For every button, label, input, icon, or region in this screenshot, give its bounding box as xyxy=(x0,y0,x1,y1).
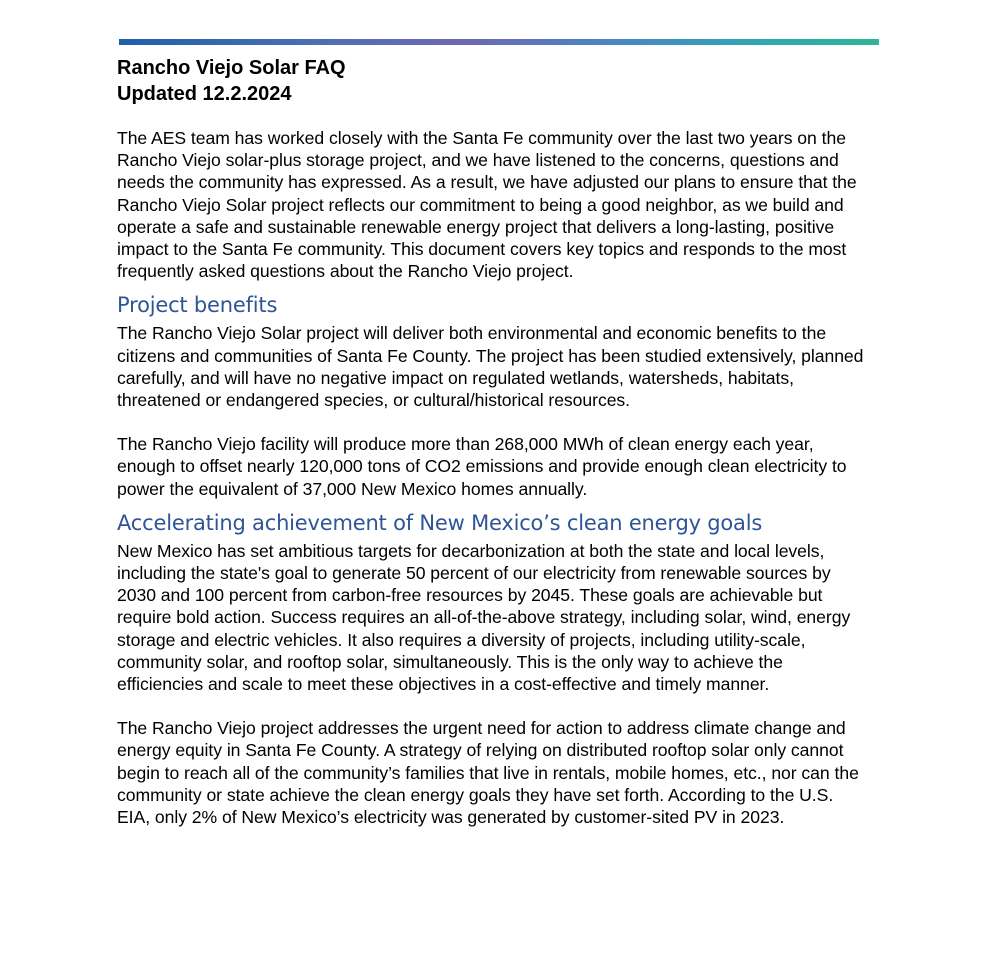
intro-paragraph: The AES team has worked closely with the Santa Fe community over the last two years on the Rancho Viejo solar-plus storage project, and we have listened to the concerns, questions and needs the community has expressed. As a result, we have adjusted our plans to ensure that the Rancho Viejo Solar project reflects our commitment to being a good neighbor, as we build and operate a safe and sustainable renewable energy project that delivers a long-lasting, positive impact to the Santa Fe community. This document covers key topics and responds to the most frequently asked questions about the Rancho Viejo project. xyxy=(117,128,857,282)
section-project-benefits xyxy=(117,292,869,499)
paragraph-goals-urgency: The Rancho Viejo project addresses the urgent need for action to address climate change and energy equity in Santa Fe County. A strategy of relying on distributed rooftop solar only cannot begin to reach all of the community’s families that live in rentals, mobile homes, etc., nor can the community or state achieve the clean energy goals they have set forth. According to the U.S. EIA, only 2% of New Mexico’s electricity was generated by customer-sited PV in 2023. xyxy=(117,718,859,828)
section-clean-energy-goals xyxy=(117,510,869,828)
header-gradient-rule xyxy=(119,39,879,45)
document-title-block xyxy=(117,55,869,107)
document-updated-date: Updated 12.2.2024 xyxy=(117,83,292,105)
section-heading-clean-energy-goals: Accelerating achievement of New Mexico’s clean energy goals xyxy=(117,510,763,535)
paragraph-benefits-output: The Rancho Viejo facility will produce more than 268,000 MWh of clean energy each year, enough to offset nearly 120,000 tons of CO2 emissions and provide enough clean electricity to power the equivalent of 37,000 New Mexico homes annually. xyxy=(117,434,847,499)
section-heading-project-benefits: Project benefits xyxy=(117,293,278,318)
paragraph-goals-targets: New Mexico has set ambitious targets for decarbonization at both the state and local levels, including the state's goal to generate 50 percent of our electricity from renewable sources by 2030 and 100 percent from carbon-free resources by 2045. These goals are achievable but require bold action. Success requires an all-of-the-above strategy, including solar, wind, energy storage and electric vehicles. It also requires a diversity of projects, including utility-scale, community solar, and rooftop solar, simultaneously. This is the only way to achieve the efficiencies and scale to meet these objectives in a cost-effective and timely manner. xyxy=(117,540,851,695)
paragraph-benefits-overview: The Rancho Viejo Solar project will deliver both environmental and economic benefits to the citizens and communities of Santa Fe County. The project has been studied extensively, planned carefully, and will have no negative impact on regulated wetlands, watersheds, habitats, threatened or endangered species, or cultural/historical resources. xyxy=(117,323,864,411)
document-title: Rancho Viejo Solar FAQ xyxy=(117,57,346,79)
document-content xyxy=(117,55,869,828)
